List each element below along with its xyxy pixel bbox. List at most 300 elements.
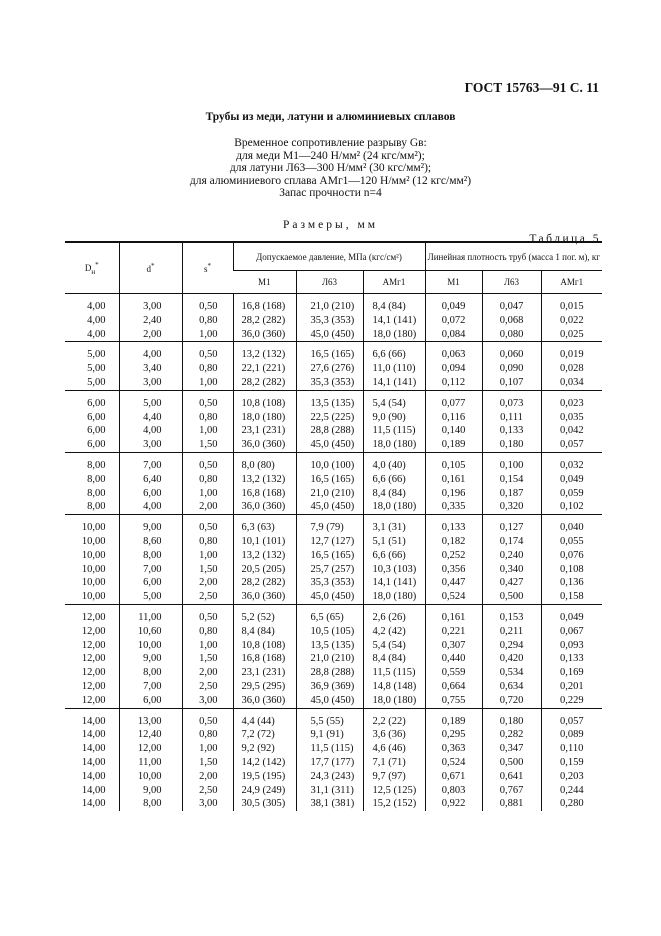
table-cell: 16,5 (165)	[296, 549, 363, 563]
table-cell: 4,2 (42)	[363, 625, 425, 639]
table-cell: 0,182	[425, 535, 482, 549]
table-cell: 0,335	[425, 500, 482, 514]
table-cell: 15,2 (152)	[363, 797, 425, 811]
table-cell: 0,240	[482, 549, 541, 563]
table-cell: 14,00	[81, 729, 106, 741]
table-cell: 0,447	[425, 576, 482, 590]
table-cell: 14,1 (141)	[363, 376, 425, 390]
table-cell: 38,1 (381)	[296, 797, 363, 811]
table-cell: 0,294	[482, 639, 541, 653]
table-cell: 0,229	[541, 694, 602, 708]
table-cell: 1,00	[182, 376, 233, 390]
table-cell: 23,1 (231)	[233, 666, 296, 680]
table-cell: 0,80	[182, 362, 233, 376]
table-cell: 4,00	[87, 328, 106, 340]
table-cell: 0,107	[482, 376, 541, 390]
table-cell: 0,116	[425, 411, 482, 425]
standard-header: ГОСТ 15763—91 С. 11	[464, 80, 599, 95]
table-cell: 36,9 (369)	[296, 680, 363, 694]
table-cell: 4,00	[119, 424, 182, 438]
table-row	[65, 680, 602, 694]
table-cell: 9,00	[119, 652, 182, 666]
table-cell: 0,80	[182, 728, 233, 742]
strength-conditions	[0, 137, 661, 200]
table-cell: 0,060	[482, 342, 541, 362]
table-cell: 6,00	[119, 487, 182, 501]
table-cell: 35,3 (353)	[296, 576, 363, 590]
table-cell: 5,00	[87, 363, 106, 375]
table-row	[65, 487, 602, 501]
table-cell: 7,00	[119, 680, 182, 694]
table-cell: 8,00	[65, 452, 119, 472]
condition-line: для алюминиевого сплава АМг1—120 Н/мм² (12 кгс/мм²)	[189, 174, 472, 187]
table-cell: 0,023	[541, 390, 602, 410]
table-cell: 0,720	[482, 694, 541, 708]
table-cell: 0,102	[541, 500, 602, 514]
table-cell: 0,049	[541, 473, 602, 487]
table-cell: 0,500	[482, 756, 541, 770]
table-cell: 0,201	[541, 680, 602, 694]
table-cell: 36,0 (360)	[233, 328, 296, 342]
table-cell: 24,9 (249)	[233, 784, 296, 798]
table-cell: 0,133	[541, 652, 602, 666]
table-cell: 8,4 (84)	[363, 652, 425, 666]
table-cell: 5,1 (51)	[363, 535, 425, 549]
table-cell: 0,80	[182, 625, 233, 639]
table-cell: 10,8 (108)	[233, 390, 296, 410]
table-cell: 6,00	[119, 576, 182, 590]
table-cell: 11,5 (115)	[296, 742, 363, 756]
table-cell: 0,221	[425, 625, 482, 639]
table-cell: 10,00	[81, 563, 106, 575]
table-cell: 5,00	[119, 390, 182, 410]
table-cell: 6,00	[87, 425, 106, 437]
table-cell: 0,80	[182, 473, 233, 487]
table-cell: 0,159	[541, 756, 602, 770]
table-cell: 12,5 (125)	[363, 784, 425, 798]
table-cell: 5,00	[119, 590, 182, 604]
table-cell: 45,0 (450)	[296, 328, 363, 342]
table-row	[65, 294, 602, 314]
col-header-m1: М1	[233, 271, 296, 294]
table-row	[65, 666, 602, 680]
table-cell: 7,2 (72)	[233, 728, 296, 742]
table-cell: 2,50	[182, 784, 233, 798]
table-cell: 7,9 (79)	[296, 515, 363, 535]
table-cell: 0,203	[541, 770, 602, 784]
table-cell: 0,363	[425, 742, 482, 756]
table-cell: 0,057	[541, 438, 602, 452]
table-row	[65, 770, 602, 784]
table-cell: 8,60	[119, 535, 182, 549]
table-row	[65, 742, 602, 756]
table-cell: 3,40	[119, 362, 182, 376]
table-cell: 0,076	[541, 549, 602, 563]
table-cell: 0,664	[425, 680, 482, 694]
table-cell: 14,8 (148)	[363, 680, 425, 694]
table-cell: 0,068	[482, 314, 541, 328]
table-row	[65, 438, 602, 452]
table-cell: 9,7 (97)	[363, 770, 425, 784]
table-cell: 0,090	[482, 362, 541, 376]
table-cell: 24,3 (243)	[296, 770, 363, 784]
table-cell: 0,111	[482, 411, 541, 425]
table-cell: 5,00	[65, 342, 119, 362]
table-cell: 30,5 (305)	[233, 797, 296, 811]
table-cell: 12,00	[65, 604, 119, 624]
table-cell: 0,189	[425, 438, 482, 452]
table-cell: 0,035	[541, 411, 602, 425]
table-cell: 14,00	[81, 770, 106, 782]
table-cell: 6,6 (66)	[363, 549, 425, 563]
table-cell: 19,5 (195)	[233, 770, 296, 784]
table-row	[65, 756, 602, 770]
table-cell: 1,50	[182, 652, 233, 666]
table-cell: 0,187	[482, 487, 541, 501]
table-cell: 0,089	[541, 728, 602, 742]
table-cell: 2,40	[119, 314, 182, 328]
col-header-m1-density: М1	[425, 271, 482, 294]
table-cell: 13,00	[119, 708, 182, 728]
table-cell: 3,00	[182, 694, 233, 708]
table-cell: 0,100	[482, 452, 541, 472]
table-cell: 10,00	[81, 549, 106, 561]
table-cell: 1,00	[182, 742, 233, 756]
table-cell: 13,2 (132)	[233, 549, 296, 563]
table-cell: 18,0 (180)	[233, 411, 296, 425]
table-cell: 0,067	[541, 625, 602, 639]
table-cell: 0,500	[482, 590, 541, 604]
table-cell: 0,093	[541, 639, 602, 653]
table-cell: 18,0 (180)	[363, 500, 425, 514]
table-cell: 23,1 (231)	[233, 424, 296, 438]
table-cell: 14,1 (141)	[363, 314, 425, 328]
table-row	[65, 452, 602, 472]
table-cell: 6,00	[87, 411, 106, 423]
table-cell: 36,0 (360)	[233, 500, 296, 514]
table-cell: 0,040	[541, 515, 602, 535]
table-cell: 0,80	[182, 535, 233, 549]
table-cell: 0,881	[482, 797, 541, 811]
table-cell: 14,2 (142)	[233, 756, 296, 770]
table-cell: 5,5 (55)	[296, 708, 363, 728]
table-cell: 29,5 (295)	[233, 680, 296, 694]
table-cell: 4,00	[119, 342, 182, 362]
table-cell: 3,6 (36)	[363, 728, 425, 742]
table-cell: 0,641	[482, 770, 541, 784]
table-row	[65, 424, 602, 438]
table-cell: 10,00	[81, 577, 106, 589]
table-row	[65, 625, 602, 639]
table-cell: 5,4 (54)	[363, 639, 425, 653]
table-cell: 1,00	[182, 328, 233, 342]
condition-line: Запас прочности n=4	[279, 187, 382, 200]
table-cell: 0,047	[482, 294, 541, 314]
table-number: Таблица 5	[529, 233, 601, 245]
table-body	[65, 294, 602, 812]
table-cell: 0,420	[482, 652, 541, 666]
table-cell: 6,40	[119, 473, 182, 487]
table-cell: 2,50	[182, 590, 233, 604]
table-cell: 10,60	[119, 625, 182, 639]
table-cell: 13,5 (135)	[296, 390, 363, 410]
table-cell: 7,00	[119, 563, 182, 577]
table-cell: 0,136	[541, 576, 602, 590]
table-cell: 0,320	[482, 500, 541, 514]
table-cell: 4,00	[87, 301, 106, 312]
table-cell: 0,356	[425, 563, 482, 577]
table-cell: 12,00	[81, 639, 106, 651]
table-cell: 12,00	[81, 694, 106, 706]
table-cell: 2,00	[119, 328, 182, 342]
table-cell: 0,196	[425, 487, 482, 501]
table-row	[65, 652, 602, 666]
table-cell: 2,50	[182, 680, 233, 694]
table-cell: 8,4 (84)	[233, 625, 296, 639]
table-cell: 12,00	[81, 667, 106, 679]
table-cell: 1,00	[182, 424, 233, 438]
table-cell: 0,634	[482, 680, 541, 694]
table-cell: 0,280	[541, 797, 602, 811]
table-cell: 21,0 (210)	[296, 294, 363, 314]
condition-line: для меди М1—240 Н/мм² (24 кгс/мм²);	[236, 149, 425, 162]
table-cell: 0,059	[541, 487, 602, 501]
table-cell: 2,6 (26)	[363, 604, 425, 624]
table-cell: 0,427	[482, 576, 541, 590]
table-cell: 1,50	[182, 563, 233, 577]
table-cell: 0,025	[541, 328, 602, 342]
table-cell: 0,559	[425, 666, 482, 680]
table-cell: 31,1 (311)	[296, 784, 363, 798]
table-cell: 9,2 (92)	[233, 742, 296, 756]
table-cell: 14,00	[81, 756, 106, 768]
table-cell: 1,00	[182, 549, 233, 563]
table-cell: 0,055	[541, 535, 602, 549]
table-cell: 0,211	[482, 625, 541, 639]
table-row	[65, 411, 602, 425]
table-cell: 0,180	[482, 708, 541, 728]
sizes-label: Размеры, мм	[282, 219, 379, 231]
table-cell: 0,80	[182, 314, 233, 328]
table-cell: 13,5 (135)	[296, 639, 363, 653]
table-cell: 2,2 (22)	[363, 708, 425, 728]
section-title: Трубы из меди, латуни и алюминиевых сплавов	[205, 111, 456, 123]
table-cell: 0,161	[425, 473, 482, 487]
table-row	[65, 328, 602, 342]
table-cell: 6,5 (65)	[296, 604, 363, 624]
table-row	[65, 376, 602, 390]
table-cell: 14,00	[65, 708, 119, 728]
table-cell: 0,049	[541, 604, 602, 624]
table-row	[65, 784, 602, 798]
table-cell: 3,00	[119, 294, 182, 314]
table-cell: 35,3 (353)	[296, 314, 363, 328]
table-cell: 21,0 (210)	[296, 487, 363, 501]
table-cell: 4,4 (44)	[233, 708, 296, 728]
table-cell: 0,161	[425, 604, 482, 624]
table-row	[65, 515, 602, 535]
condition-line: Временное сопротивление разрыву Gв:	[234, 137, 427, 149]
table-cell: 36,0 (360)	[233, 438, 296, 452]
table-cell: 7,1 (71)	[363, 756, 425, 770]
table-cell: 0,922	[425, 797, 482, 811]
table-cell: 4,00	[87, 314, 106, 326]
table-cell: 27,6 (276)	[296, 362, 363, 376]
table-cell: 0,50	[182, 452, 233, 472]
table-cell: 0,015	[541, 294, 602, 314]
table-cell: 0,80	[182, 411, 233, 425]
table-cell: 9,00	[119, 515, 182, 535]
table-cell: 35,3 (353)	[296, 376, 363, 390]
table-cell: 20,5 (205)	[233, 563, 296, 577]
table-cell: 10,1 (101)	[233, 535, 296, 549]
table-cell: 2,00	[182, 666, 233, 680]
table-cell: 11,0 (110)	[363, 362, 425, 376]
table-cell: 28,2 (282)	[233, 314, 296, 328]
table-cell: 0,084	[425, 328, 482, 342]
table-cell: 8,00	[119, 666, 182, 680]
table-cell: 0,282	[482, 728, 541, 742]
table-cell: 0,094	[425, 362, 482, 376]
table-row	[65, 362, 602, 376]
table-cell: 10,00	[65, 515, 119, 535]
table-cell: 4,40	[119, 411, 182, 425]
table-cell: 18,0 (180)	[363, 328, 425, 342]
table-row	[65, 549, 602, 563]
table-cell: 8,4 (84)	[363, 294, 425, 314]
table-cell: 11,00	[119, 604, 182, 624]
table-cell: 0,671	[425, 770, 482, 784]
table-cell: 0,340	[482, 563, 541, 577]
table-cell: 6,6 (66)	[363, 342, 425, 362]
table-cell: 0,180	[482, 438, 541, 452]
table-cell: 0,105	[425, 452, 482, 472]
table-row	[65, 390, 602, 410]
table-cell: 0,133	[482, 424, 541, 438]
table-cell: 0,347	[482, 742, 541, 756]
table-cell: 2,00	[182, 576, 233, 590]
table-cell: 0,140	[425, 424, 482, 438]
col-header-pressure: Допускаемое давление, МПа (кгс/см²)	[233, 242, 425, 271]
table-cell: 0,133	[425, 515, 482, 535]
table-cell: 0,244	[541, 784, 602, 798]
table-cell: 3,00	[119, 438, 182, 452]
table-cell: 10,00	[119, 639, 182, 653]
table-cell: 8,00	[87, 501, 106, 513]
table-row	[65, 590, 602, 604]
table-cell: 0,755	[425, 694, 482, 708]
table-cell: 0,080	[482, 328, 541, 342]
table-cell: 0,524	[425, 590, 482, 604]
table-cell: 0,803	[425, 784, 482, 798]
table-cell: 8,00	[87, 473, 106, 485]
table-cell: 0,169	[541, 666, 602, 680]
table-cell: 0,077	[425, 390, 482, 410]
table-cell: 0,252	[425, 549, 482, 563]
table-cell: 3,00	[119, 376, 182, 390]
table-row	[65, 639, 602, 653]
table-cell: 6,3 (63)	[233, 515, 296, 535]
table-cell: 12,00	[81, 625, 106, 637]
table-cell: 0,057	[541, 708, 602, 728]
table-cell: 36,0 (360)	[233, 694, 296, 708]
table-cell: 16,5 (165)	[296, 342, 363, 362]
table-cell: 12,40	[119, 728, 182, 742]
table-cell: 6,6 (66)	[363, 473, 425, 487]
col-header-l63-density: Л63	[482, 271, 541, 294]
col-header-s: s*	[182, 242, 233, 294]
table-cell: 5,00	[87, 376, 106, 388]
table-cell: 45,0 (450)	[296, 694, 363, 708]
table-cell: 0,019	[541, 342, 602, 362]
table-cell: 17,7 (177)	[296, 756, 363, 770]
table-cell: 22,1 (221)	[233, 362, 296, 376]
table-row	[65, 708, 602, 728]
table-cell: 8,00	[87, 487, 106, 499]
table-cell: 28,2 (282)	[233, 576, 296, 590]
table-cell: 9,00	[119, 784, 182, 798]
col-header-amg1: АМг1	[363, 271, 425, 294]
table-cell: 0,50	[182, 390, 233, 410]
table-cell: 2,00	[182, 770, 233, 784]
table-row	[65, 563, 602, 577]
table-cell: 16,8 (168)	[233, 652, 296, 666]
col-header-amg1-density: АМг1	[541, 271, 602, 294]
table-cell: 14,00	[81, 743, 106, 755]
table-cell: 8,0 (80)	[233, 452, 296, 472]
table-cell: 0,50	[182, 708, 233, 728]
table-cell: 28,2 (282)	[233, 376, 296, 390]
table-cell: 1,00	[182, 487, 233, 501]
table-row	[65, 473, 602, 487]
col-header-d: d*	[119, 242, 182, 294]
table-row	[65, 797, 602, 811]
table-cell: 18,0 (180)	[363, 590, 425, 604]
table-cell: 18,0 (180)	[363, 438, 425, 452]
table-cell: 25,7 (257)	[296, 563, 363, 577]
table-cell: 45,0 (450)	[296, 500, 363, 514]
table-cell: 0,50	[182, 342, 233, 362]
table-cell: 16,8 (168)	[233, 294, 296, 314]
table-cell: 28,8 (288)	[296, 666, 363, 680]
table-cell: 8,00	[119, 797, 182, 811]
table-cell: 45,0 (450)	[296, 438, 363, 452]
table-cell: 16,5 (165)	[296, 473, 363, 487]
table-cell: 0,073	[482, 390, 541, 410]
table-cell: 11,5 (115)	[363, 666, 425, 680]
table-cell: 0,127	[482, 515, 541, 535]
table-cell: 0,034	[541, 376, 602, 390]
table-cell: 0,158	[541, 590, 602, 604]
table-cell: 7,00	[119, 452, 182, 472]
table-cell: 22,5 (225)	[296, 411, 363, 425]
table-cell: 1,00	[182, 639, 233, 653]
table-cell: 0,022	[541, 314, 602, 328]
table-cell: 0,174	[482, 535, 541, 549]
table-cell: 0,154	[482, 473, 541, 487]
table-cell: 10,5 (105)	[296, 625, 363, 639]
table-cell: 6,00	[119, 694, 182, 708]
table-cell: 0,153	[482, 604, 541, 624]
table-cell: 4,00	[119, 500, 182, 514]
table-cell: 0,110	[541, 742, 602, 756]
table-cell: 0,534	[482, 666, 541, 680]
table-cell: 28,8 (288)	[296, 424, 363, 438]
table-cell: 11,5 (115)	[363, 424, 425, 438]
table-cell: 0,440	[425, 652, 482, 666]
table-cell: 12,00	[81, 653, 106, 665]
table-cell: 12,00	[119, 742, 182, 756]
